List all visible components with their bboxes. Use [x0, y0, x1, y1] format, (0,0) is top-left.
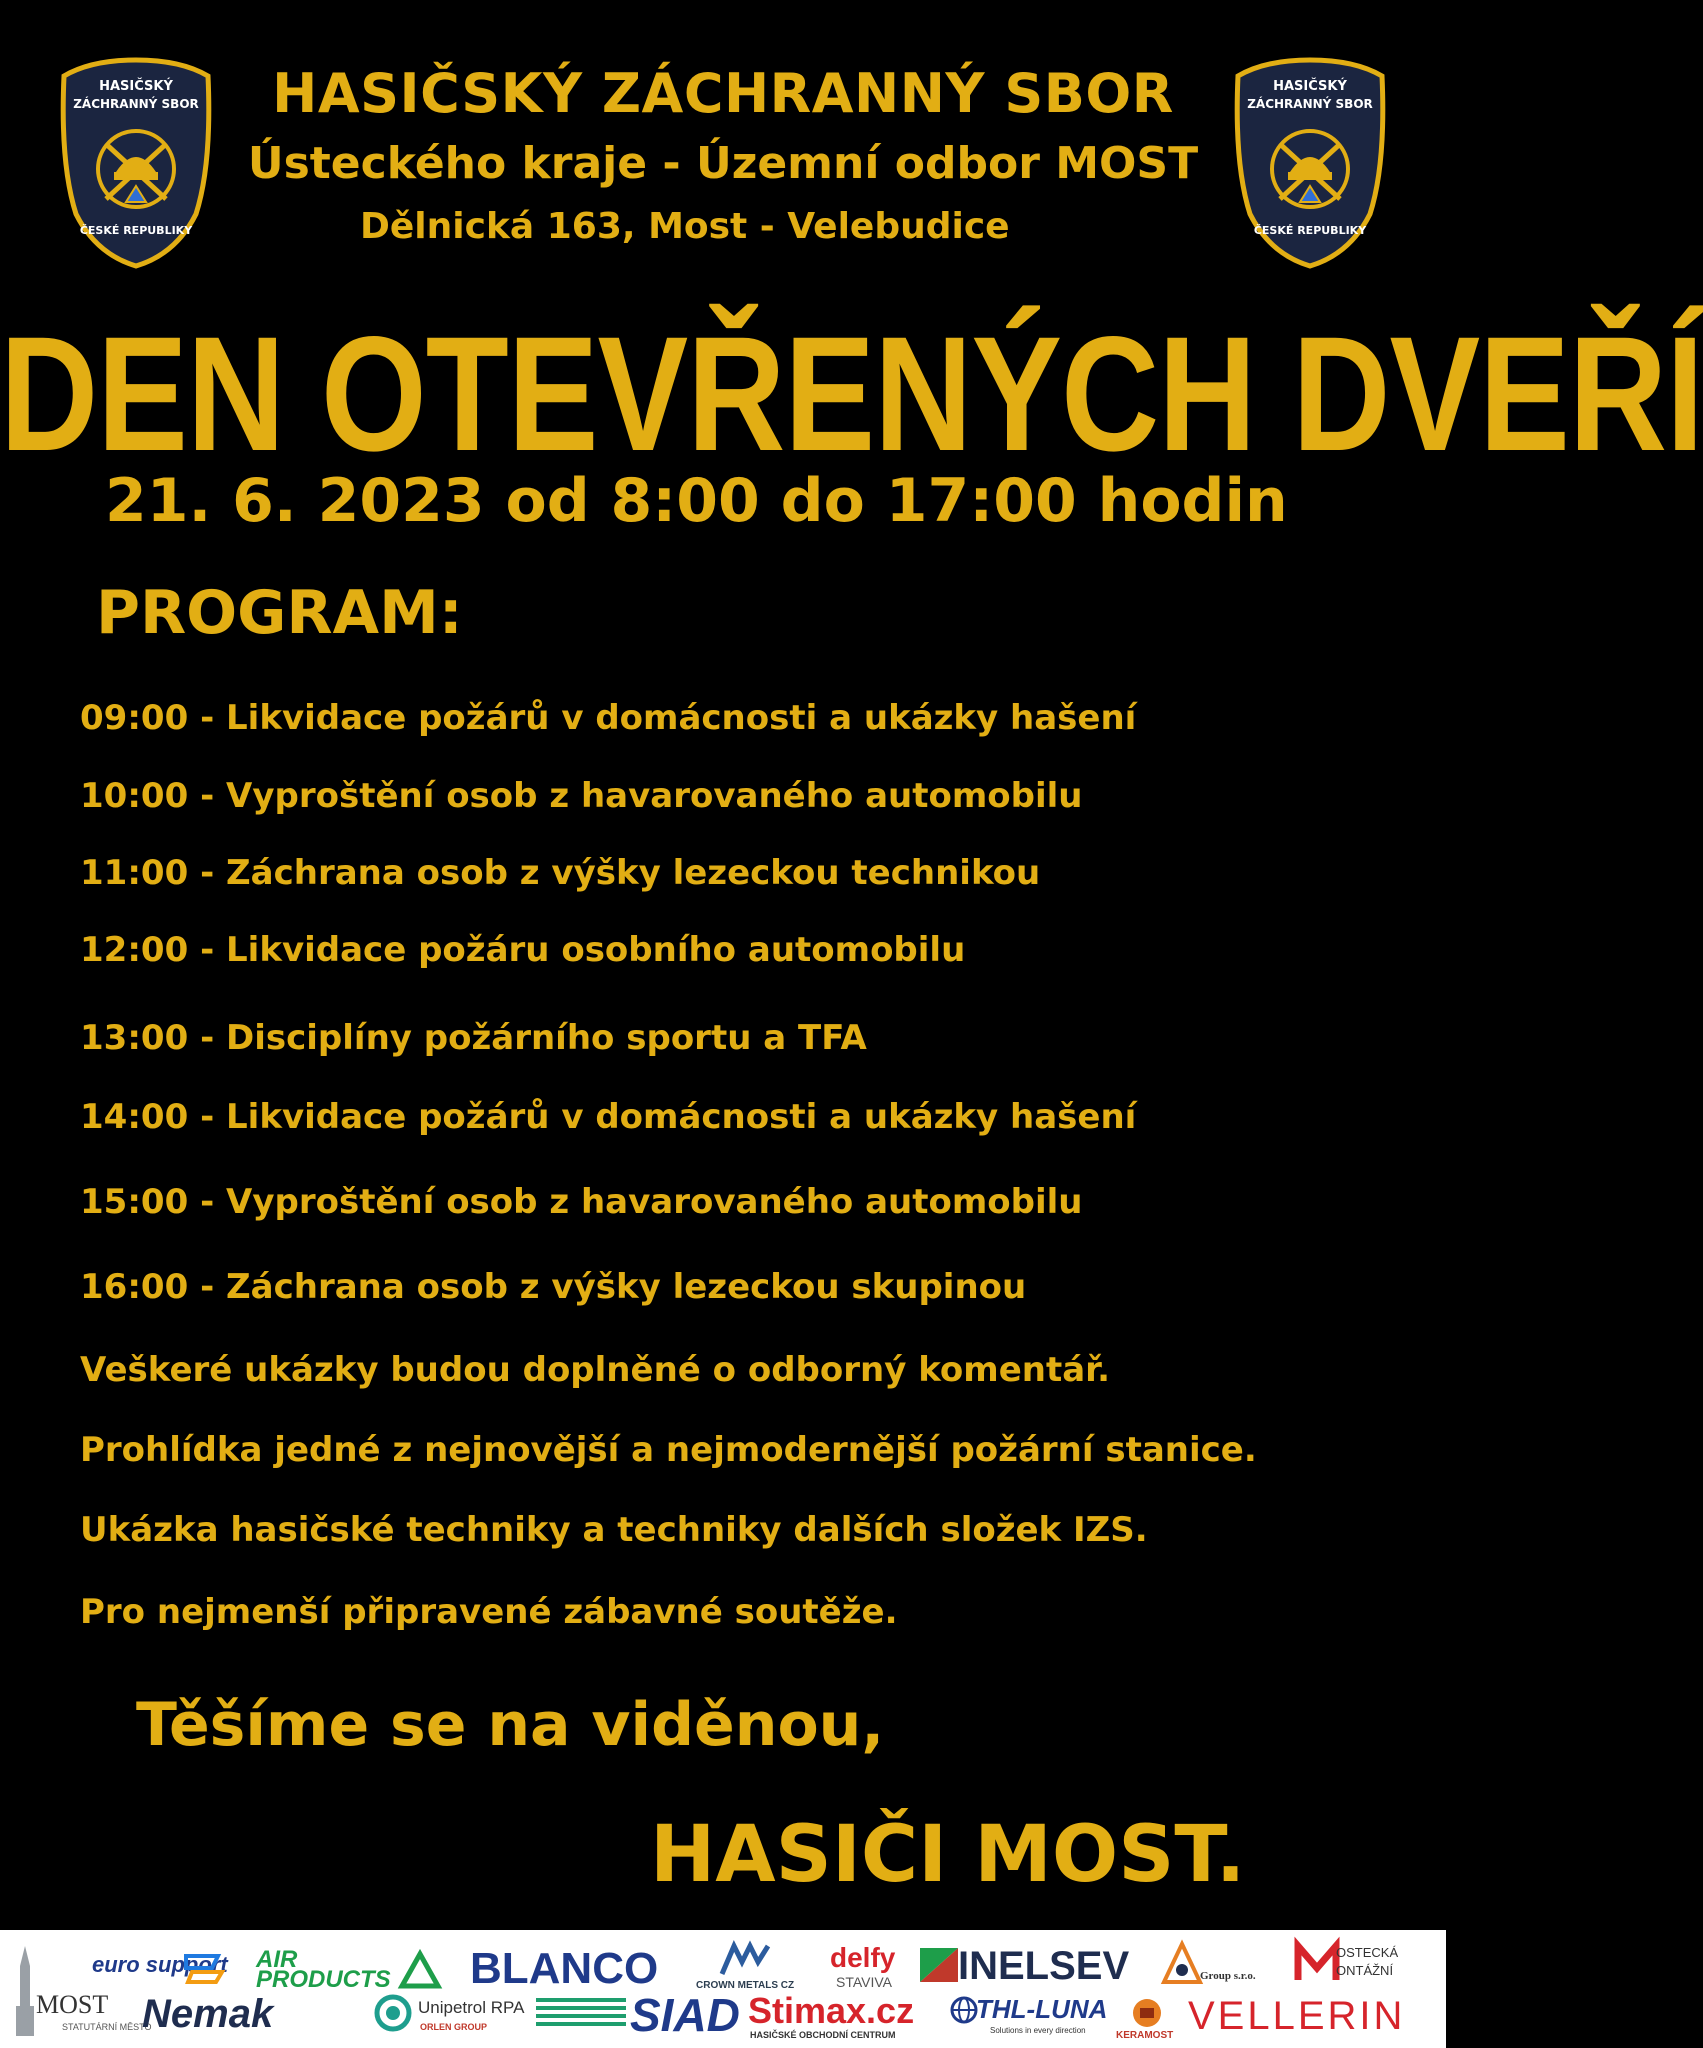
program-item: 11:00 - Záchrana osob z výšky lezeckou technikou	[80, 853, 1041, 893]
sponsor-blanco: BLANCO	[470, 1944, 659, 1993]
sponsor-air-products: AIR PRODUCTS	[256, 1946, 391, 1993]
sponsor-siad: SIAD	[630, 1989, 740, 2041]
sponsor-vellerin: VELLERIN	[1188, 1994, 1406, 2038]
program-item: 15:00 - Vyproštění osob z havarovaného automobilu	[80, 1182, 1083, 1222]
program-item: 09:00 - Likvidace požárů v domácnosti a ukázky hašení	[80, 698, 1137, 738]
organization-subtitle: Ústeckého kraje - Územní odbor MOST	[247, 138, 1199, 189]
sponsor-delfy: delfy	[830, 1942, 896, 1973]
sponsor-delfy-sub: STAVIVA	[836, 1974, 893, 1990]
montazni-logo-icon	[1294, 1940, 1340, 1988]
program-item: 10:00 - Vyproštění osob z havarovaného automobilu	[80, 776, 1083, 816]
emblem-text: ČESKÉ REPUBLIKY	[79, 224, 193, 237]
air-products-logo-icon	[400, 1952, 440, 1992]
emblem-text: HASIČSKÝ	[99, 79, 173, 94]
sponsor-nemak: Nemak	[142, 1992, 274, 2036]
sponsor-euro-support: euro support	[92, 1952, 228, 1977]
most-tower-icon	[14, 1946, 36, 2040]
sponsor-bar	[0, 1930, 1446, 2048]
emblem-text: ČESKÉ REPUBLIKY	[1253, 224, 1367, 237]
organization-title: HASIČSKÝ ZÁCHRANNÝ SBOR	[272, 62, 1174, 125]
event-date-time: 21. 6. 2023 od 8:00 do 17:00 hodin	[105, 466, 1288, 536]
sponsor-most-sub: STATUTÁRNÍ MĚSTO	[62, 2022, 152, 2032]
program-note: Veškeré ukázky budou doplněné o odborný komentář.	[80, 1350, 1111, 1390]
program-item: 14:00 - Likvidace požárů v domácnosti a ukázky hašení	[80, 1097, 1137, 1137]
unipetrol-logo-icon	[374, 1994, 412, 2036]
program-item: 12:00 - Likvidace požáru osobního automobilu	[80, 930, 966, 970]
euro-support-logo-icon	[178, 1948, 228, 1992]
sponsor-thl-luna: THL-LUNA	[976, 1994, 1108, 2024]
sponsor-unipetrol-sub: ORLEN GROUP	[420, 2022, 488, 2032]
event-title: DEN OTEVŘENÝCH DVEŘÍ	[0, 302, 1703, 485]
sponsor-unipetrol: Unipetrol RPA	[418, 1998, 525, 2017]
sponsor-stimax-sub: HASIČSKÉ OBCHODNÍ CENTRUM	[750, 2030, 896, 2040]
organization-address: Dělnická 163, Most - Velebudice	[360, 206, 1010, 247]
sponsor-crown-metals: CROWN METALS CZ	[696, 1980, 795, 1991]
program-note: Prohlídka jedné z nejnovější a nejmodernější požární stanice.	[80, 1430, 1257, 1470]
group-logo-icon	[1162, 1942, 1202, 1992]
sponsor-keramost: KERAMOST	[1116, 2030, 1174, 2041]
siad-stripes-icon	[536, 1996, 626, 2036]
emblem-text: ZÁCHRANNÝ SBOR	[73, 97, 199, 111]
globe-icon	[950, 1996, 978, 2028]
program-heading: PROGRAM:	[96, 578, 463, 648]
sponsor-most: MOST	[36, 1990, 109, 2019]
program-item: 13:00 - Disciplíny požárního sportu a TFA	[80, 1018, 867, 1058]
sponsor-montazni: OSTECKÁ ONTÁŽNÍ	[1336, 1945, 1399, 1978]
sponsor-stimax: Stimax.cz	[748, 1990, 915, 2031]
emblem-text: ZÁCHRANNÝ SBOR	[1247, 97, 1373, 111]
emblem-text: HASIČSKÝ	[1273, 79, 1347, 94]
program-note: Ukázka hasičské techniky a techniky dalších složek IZS.	[80, 1510, 1148, 1550]
program-note: Pro nejmenší připravené zábavné soutěže.	[80, 1592, 898, 1632]
closing-signature: HASIČI MOST.	[650, 1810, 1246, 1900]
sponsor-inelsev: INELSEV	[958, 1944, 1130, 1988]
keramost-logo-icon	[1130, 1996, 1164, 2034]
sponsor-group: Group s.r.o.	[1200, 1970, 1256, 1982]
crown-metals-logo-icon	[720, 1942, 770, 1980]
sponsor-thl-luna-sub: Solutions in every direction	[990, 2026, 1086, 2035]
closing-greeting: Těšíme se na viděnou,	[136, 1690, 885, 1760]
program-item: 16:00 - Záchrana osob z výšky lezeckou skupinou	[80, 1267, 1027, 1307]
inelsev-logo-icon	[920, 1948, 958, 1986]
